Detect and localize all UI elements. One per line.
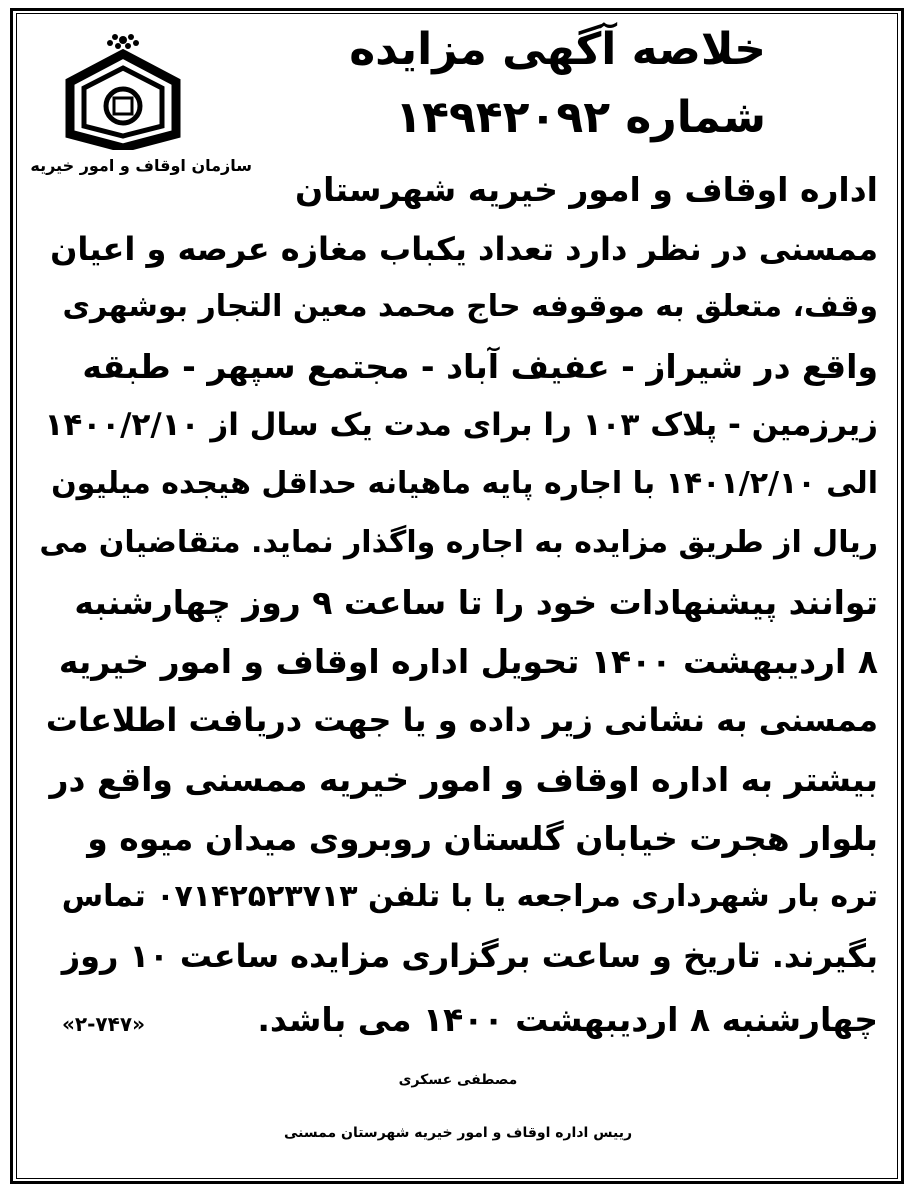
notice-title: خلاصه آگهی مزایده bbox=[349, 24, 766, 75]
body-line: ریال از طریق مزایده به اجاره واگذار نماید. متقاضیان می bbox=[39, 525, 878, 560]
body-line: تره بار شهرداری مراجعه یا با تلفن ۰۷۱۴۲۵۲۳۷۱۳ تماس bbox=[61, 879, 878, 914]
body-line: ممسنی به نشانی زیر داده و یا جهت دریافت اطلاعات bbox=[45, 701, 878, 739]
body-line: چهارشنبه ۸ اردیبهشت ۱۴۰۰ می باشد. bbox=[257, 1000, 878, 1039]
body-line: زیرزمین - پلاک ۱۰۳ را برای مدت یک سال از ۱۴۰۰/۲/۱۰ bbox=[44, 407, 878, 443]
body-line: بلوار هجرت خیابان گلستان روبروی میدان میوه و bbox=[87, 819, 878, 858]
signatory-title: رییس اداره اوقاف و امور خیریه شهرستان ممسنی bbox=[283, 1125, 633, 1141]
body-line: اداره اوقاف و امور خیریه شهرستان bbox=[294, 170, 878, 209]
body-line: الی ۱۴۰۱/۲/۱۰ با اجاره پایه ماهیانه حداقل هیجده میلیون bbox=[51, 466, 878, 501]
notice-number: شماره ۱۴۹۴۲۰۹۲ bbox=[395, 92, 766, 143]
signatory-name: مصطفی عسکری bbox=[398, 1072, 518, 1088]
body-line: بیشتر به اداره اوقاف و امور خیریه ممسنی واقع در bbox=[49, 760, 878, 799]
awqaf-logo-icon bbox=[58, 28, 188, 150]
body-line: بگیرند. تاریخ و ساعت برگزاری مزایده ساعت ۱۰ روز bbox=[61, 937, 878, 975]
body-line: ممسنی در نظر دارد تعداد یکباب مغازه عرصه و اعیان bbox=[50, 230, 878, 268]
body-line: توانند پیشنهادات خود را تا ساعت ۹ روز چهارشنبه bbox=[74, 583, 878, 622]
reference-code: «۲-۷۴۷» bbox=[62, 1012, 145, 1036]
org-caption: سازمان اوقاف و امور خیریه bbox=[30, 156, 252, 175]
body-line: وقف، متعلق به موقوفه حاج محمد معین التجار بوشهری bbox=[62, 289, 878, 324]
body-line: واقع در شیراز - عفیف آباد - مجتمع سپهر - طبقه bbox=[82, 347, 878, 386]
body-line: ۸ اردیبهشت ۱۴۰۰ تحویل اداره اوقاف و امور خیریه bbox=[58, 642, 878, 681]
